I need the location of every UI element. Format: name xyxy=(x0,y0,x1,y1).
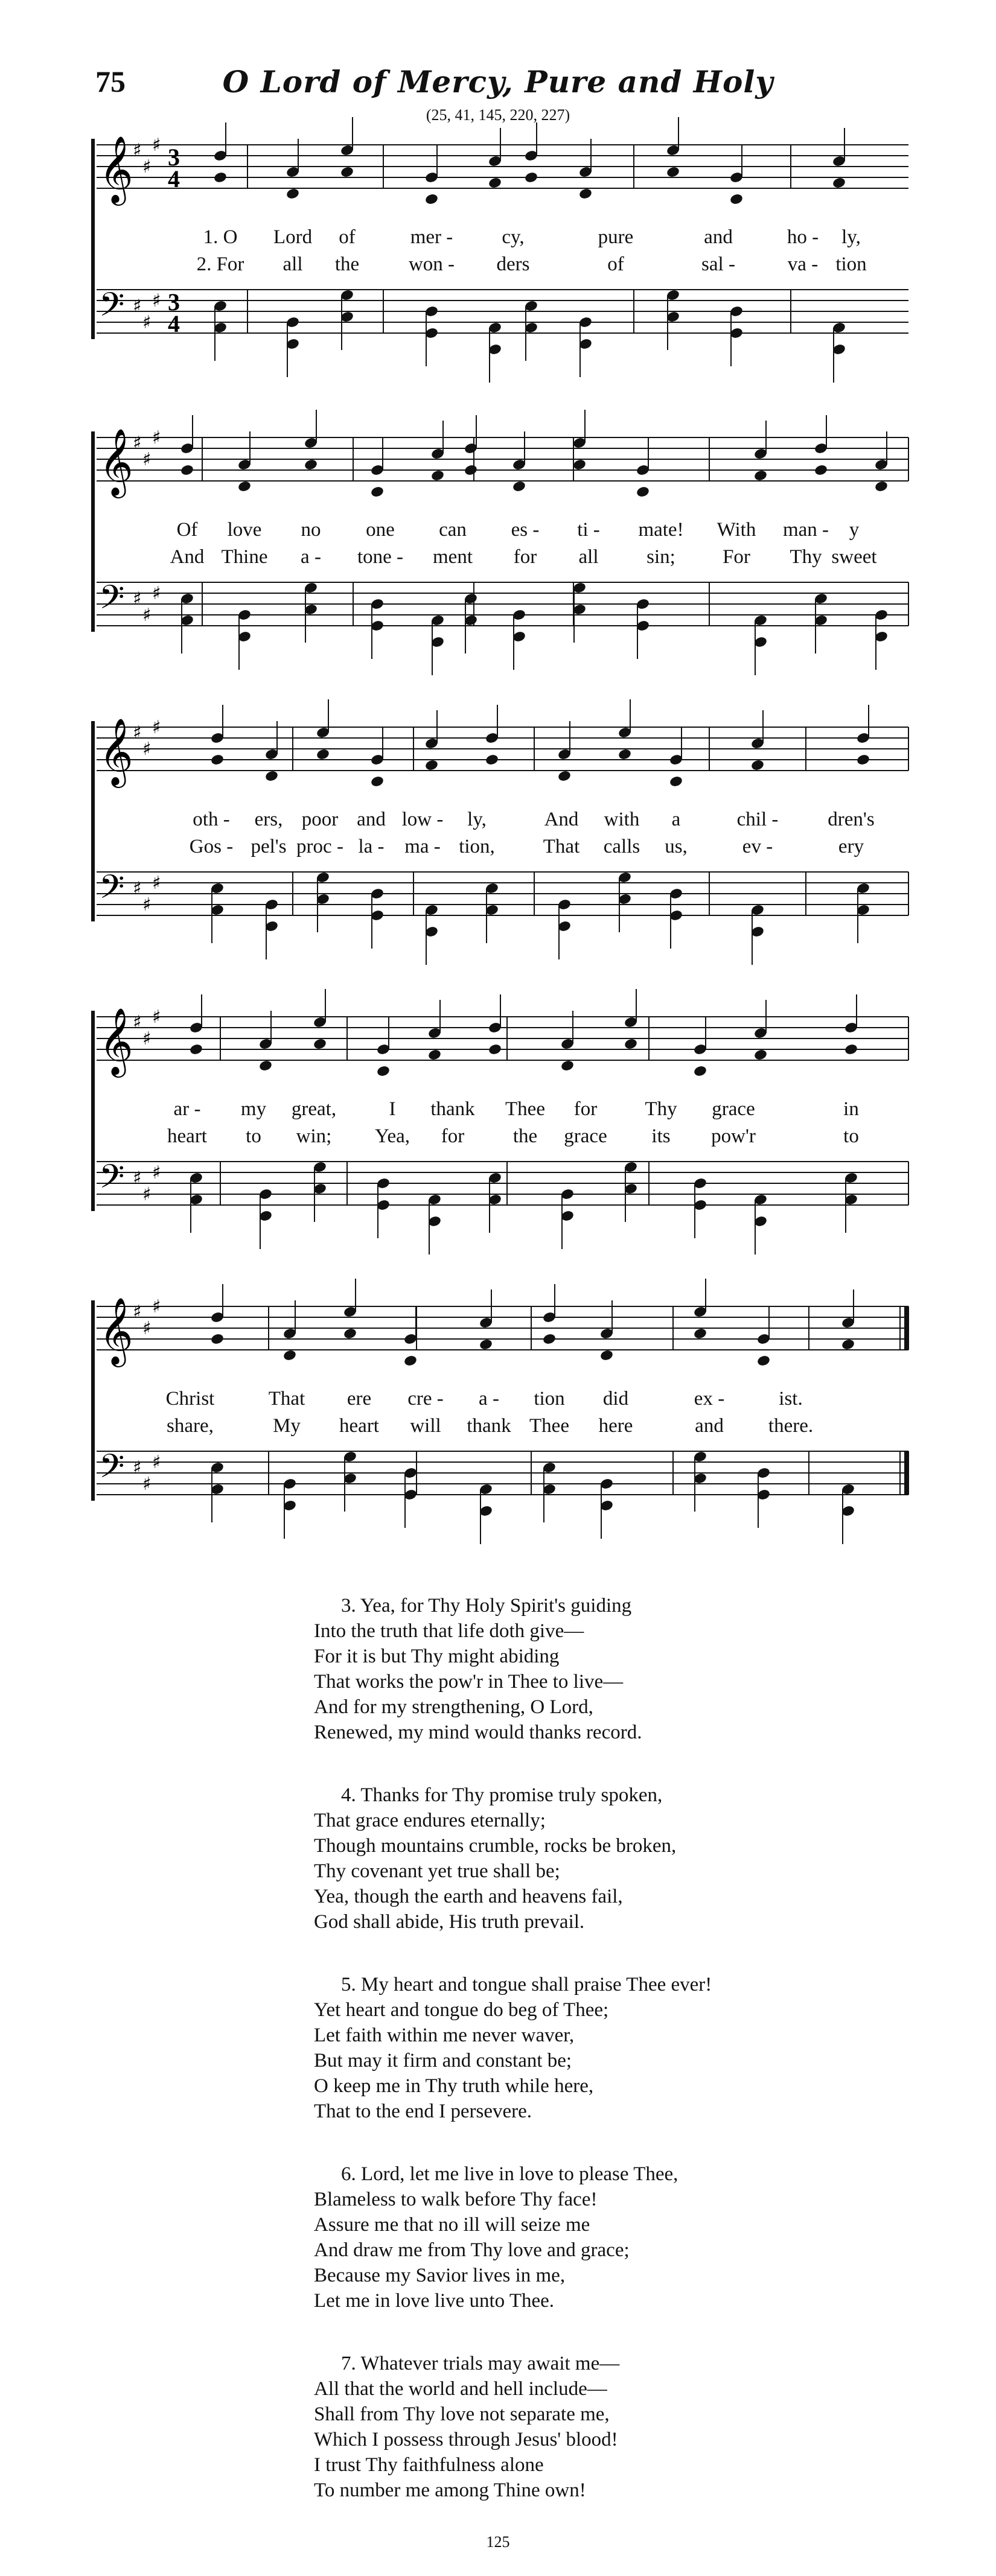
note-head xyxy=(512,480,526,493)
note-head xyxy=(424,193,439,206)
lyric-line-verse-1 xyxy=(97,519,908,543)
sharp-icon: ♯ xyxy=(142,312,152,333)
lyric-syllable: won - xyxy=(408,253,455,275)
lyric-syllable: love xyxy=(227,519,262,541)
lyric-line-verse-2 xyxy=(97,836,908,860)
lyric-syllable: la - xyxy=(358,836,385,857)
sharp-icon: ♯ xyxy=(142,1318,152,1339)
note-head xyxy=(210,754,225,766)
lyric-line-verse-2 xyxy=(97,1125,908,1150)
additional-stanzas xyxy=(314,1593,857,2540)
stanza-line: 4. Thanks for Thy promise truly spoken, xyxy=(341,1784,663,1806)
lyric-syllable: ly, xyxy=(467,809,487,830)
bass-clef-icon: 𝄢 xyxy=(99,868,125,914)
lyric-syllable: for xyxy=(441,1125,465,1147)
stanza-line: 7. Whatever trials may await me— xyxy=(341,2353,620,2374)
lyric-syllable: heart xyxy=(167,1125,207,1147)
sharp-icon: ♯ xyxy=(142,449,152,470)
lyric-syllable: here xyxy=(598,1415,633,1437)
lyric-syllable: win; xyxy=(296,1125,332,1147)
stanza-line: Assure me that no ill will seize me xyxy=(314,2214,590,2236)
lyric-syllable: With xyxy=(717,519,756,541)
stanza-line: That to the end I persevere. xyxy=(314,2101,532,2122)
sharp-icon: ♯ xyxy=(142,1474,152,1495)
note-head xyxy=(693,1328,707,1340)
lyric-syllable: one xyxy=(366,519,395,541)
lyric-syllable: proc - xyxy=(296,836,343,857)
lyric-syllable: chil - xyxy=(736,809,779,830)
lyric-syllable: and xyxy=(695,1415,724,1437)
lyric-syllable: pel's xyxy=(251,836,287,857)
lyric-syllable: will xyxy=(410,1415,441,1437)
stanza-line: All that the world and hell include— xyxy=(314,2378,607,2400)
sharp-icon: ♯ xyxy=(133,1168,142,1189)
stanza xyxy=(314,1972,857,2124)
bass-clef-icon: 𝄢 xyxy=(99,285,125,332)
stanza-line: Renewed, my mind would thanks record. xyxy=(314,1722,642,1743)
note-head xyxy=(844,1043,858,1056)
lyric-syllable: Christ xyxy=(165,1388,215,1410)
note-head xyxy=(856,754,870,766)
note-head xyxy=(572,459,587,471)
stanza-line: 3. Yea, for Thy Holy Spirit's guiding xyxy=(341,1595,632,1617)
bass-clef-icon: 𝄢 xyxy=(99,578,125,625)
stanza-line: Though mountains crumble, rocks be broken, xyxy=(314,1835,677,1857)
sharp-icon: ♯ xyxy=(152,583,161,604)
note-head xyxy=(340,166,354,179)
lyric-syllable: poor xyxy=(301,809,339,830)
note-head xyxy=(841,1338,855,1351)
note-head xyxy=(750,759,765,772)
lyric-syllable: sweet xyxy=(831,546,877,568)
lyric-syllable: I xyxy=(389,1098,396,1120)
note-head xyxy=(729,193,744,206)
lyric-syllable: That xyxy=(543,836,580,857)
lyric-syllable: thank xyxy=(430,1098,475,1120)
lyric-line-verse-2 xyxy=(97,1415,908,1439)
lyric-syllable: ly, xyxy=(841,226,861,248)
note-head xyxy=(479,1338,493,1351)
lyric-syllable: Thy xyxy=(790,546,822,568)
lyric-syllable: ev - xyxy=(742,836,773,857)
lyric-syllable: va - xyxy=(787,253,819,275)
lyric-syllable: mate! xyxy=(638,519,684,541)
sharp-icon: ♯ xyxy=(133,296,142,317)
lyric-syllable: grace xyxy=(564,1125,607,1147)
note-head xyxy=(343,1328,357,1340)
note-head xyxy=(618,748,632,761)
note-head xyxy=(189,1043,203,1056)
note-head xyxy=(753,1049,768,1061)
lyric-syllable: tion, xyxy=(459,836,495,857)
sharp-icon: ♯ xyxy=(142,739,152,760)
lyric-syllable: a - xyxy=(479,1388,499,1410)
lyric-syllable: a xyxy=(671,809,681,830)
lyric-syllable: all xyxy=(283,253,303,275)
stanza-line: That works the pow'r in Thee to live— xyxy=(314,1671,624,1693)
sharp-icon: ♯ xyxy=(152,1452,161,1473)
lyric-syllable: and xyxy=(357,809,386,830)
note-head xyxy=(264,770,279,783)
sharp-icon: ♯ xyxy=(133,1302,142,1323)
lyric-syllable: Thy xyxy=(645,1098,677,1120)
lyric-syllable: calls xyxy=(603,836,640,857)
stanza-line: 5. My heart and tongue shall praise Thee ever! xyxy=(341,1974,712,1996)
lyric-syllable: tone - xyxy=(357,546,404,568)
lyric-syllable: the xyxy=(334,253,360,275)
lyric-syllable: 1. O xyxy=(203,226,238,248)
lyric-syllable: there. xyxy=(768,1415,814,1437)
treble-clef-icon: 𝄞 xyxy=(99,717,133,785)
lyric-syllable: share, xyxy=(167,1415,214,1437)
sharp-icon: ♯ xyxy=(133,1012,142,1033)
stanza-line: That grace endures eternally; xyxy=(314,1810,546,1831)
note-head xyxy=(424,759,439,772)
note-head xyxy=(427,1049,442,1061)
lyric-syllable: ers, xyxy=(254,809,283,830)
note-head xyxy=(693,1065,707,1078)
stanza-line: Into the truth that life doth give— xyxy=(314,1620,584,1642)
time-signature-top: 3 xyxy=(168,144,180,171)
lyric-syllable: And xyxy=(544,809,579,830)
lyric-syllable: grace xyxy=(712,1098,755,1120)
lyric-syllable: and xyxy=(704,226,733,248)
lyric-syllable: did xyxy=(602,1388,629,1410)
stanza-line: And for my strengthening, O Lord, xyxy=(314,1696,593,1718)
lyric-syllable: of xyxy=(339,226,356,248)
lyric-syllable: Gos - xyxy=(189,836,234,857)
treble-clef-icon: 𝄞 xyxy=(99,428,133,495)
sharp-icon: ♯ xyxy=(142,1184,152,1205)
lyric-line-verse-1 xyxy=(97,809,908,833)
lyric-syllable: us, xyxy=(665,836,688,857)
stanza-line: Let faith within me never waver, xyxy=(314,2024,575,2046)
bass-clef-icon: 𝄢 xyxy=(99,1157,125,1204)
note-head xyxy=(286,188,300,200)
time-signature-bottom: 4 xyxy=(168,310,180,337)
lyric-syllable: low - xyxy=(401,809,444,830)
note-head xyxy=(403,1355,418,1367)
sharp-icon: ♯ xyxy=(142,894,152,915)
lyric-syllable: for xyxy=(573,1098,598,1120)
stanza-line: Let me in love live unto Thee. xyxy=(314,2290,555,2312)
note-head xyxy=(370,486,385,498)
note-head xyxy=(832,177,846,189)
hymn-references: (25, 41, 145, 220, 227) xyxy=(426,106,570,124)
lyric-syllable: to xyxy=(246,1125,261,1147)
lyric-syllable: no xyxy=(301,519,321,541)
lyric-syllable: sin; xyxy=(646,546,675,568)
lyric-syllable: sal - xyxy=(701,253,735,275)
note-head xyxy=(557,770,572,783)
stanza-line: But may it firm and constant be; xyxy=(314,2050,572,2072)
note-head xyxy=(542,1333,557,1346)
note-head xyxy=(370,775,385,788)
lyric-line-verse-1 xyxy=(97,1098,908,1122)
stanza xyxy=(314,2161,857,2314)
lyric-syllable: ere xyxy=(346,1388,372,1410)
lyric-syllable: 2. For xyxy=(196,253,244,275)
stanza-line: Because my Savior lives in me, xyxy=(314,2265,566,2286)
sharp-icon: ♯ xyxy=(133,1457,142,1478)
stanza-line: Yet heart and tongue do beg of Thee; xyxy=(314,1999,609,2021)
note-head xyxy=(756,1355,771,1367)
lyric-syllable: pow'r xyxy=(711,1125,756,1147)
lyric-syllable: My xyxy=(273,1415,301,1437)
stanza xyxy=(314,1783,857,1935)
note-head xyxy=(814,464,828,477)
lyric-syllable: of xyxy=(607,253,624,275)
sharp-icon: ♯ xyxy=(133,433,142,454)
lyric-line-verse-1 xyxy=(97,226,908,250)
stanza-line: Which I possess through Jesus' blood! xyxy=(314,2429,618,2450)
lyric-syllable: ma - xyxy=(404,836,441,857)
note-head xyxy=(304,459,318,471)
lyric-syllable: in xyxy=(843,1098,859,1120)
lyric-syllable: man - xyxy=(782,519,829,541)
lyric-syllable: with xyxy=(604,809,640,830)
note-head xyxy=(180,464,194,477)
stanza-line: I trust Thy faithfulness alone xyxy=(314,2454,544,2476)
lyric-syllable: ar - xyxy=(173,1098,201,1120)
lyric-syllable: Of xyxy=(176,519,198,541)
lyric-syllable: y xyxy=(849,519,860,541)
note-head xyxy=(485,754,499,766)
stanza-line: For it is but Thy might abiding xyxy=(314,1646,560,1667)
sharp-icon: ♯ xyxy=(152,1296,161,1317)
lyric-syllable: Thine xyxy=(221,546,268,568)
lyric-syllable: For xyxy=(723,546,750,568)
stanza xyxy=(314,2351,857,2503)
lyric-syllable: Thee xyxy=(529,1415,569,1437)
treble-clef-icon: 𝄞 xyxy=(99,1297,133,1364)
note-head xyxy=(313,1038,327,1051)
note-head xyxy=(753,469,768,482)
lyric-syllable: heart xyxy=(339,1415,379,1437)
lyric-syllable: for xyxy=(513,546,537,568)
lyric-syllable: all xyxy=(578,546,599,568)
sharp-icon: ♯ xyxy=(152,135,161,156)
stanza-line: To number me among Thine own! xyxy=(314,2479,586,2501)
lyric-syllable: ery xyxy=(838,836,864,857)
note-head xyxy=(488,1043,502,1056)
sharp-icon: ♯ xyxy=(152,717,161,738)
lyric-line-verse-2 xyxy=(97,546,908,570)
lyric-syllable: its xyxy=(651,1125,671,1147)
lyric-syllable: ders xyxy=(496,253,530,275)
stanza-line: God shall abide, His truth prevail. xyxy=(314,1911,585,1933)
note-head xyxy=(258,1060,273,1072)
stanza-line: Shall from Thy love not separate me, xyxy=(314,2403,610,2425)
time-signature-bottom: 4 xyxy=(168,165,180,192)
note-head xyxy=(213,171,228,184)
lyric-syllable: And xyxy=(170,546,205,568)
lyric-line-verse-2 xyxy=(97,253,908,278)
lyric-syllable: That xyxy=(268,1388,305,1410)
time-signature-top: 3 xyxy=(168,288,180,316)
sharp-icon: ♯ xyxy=(152,427,161,448)
note-head xyxy=(488,177,502,189)
lyric-syllable: dren's xyxy=(828,809,875,830)
note-head xyxy=(316,748,330,761)
note-head xyxy=(666,166,680,179)
sharp-icon: ♯ xyxy=(142,605,152,626)
note-head xyxy=(874,480,889,493)
lyric-syllable: a - xyxy=(301,546,321,568)
note-head xyxy=(210,1333,225,1346)
lyric-syllable: ist. xyxy=(779,1388,803,1410)
lyric-syllable: can xyxy=(439,519,467,541)
sharp-icon: ♯ xyxy=(152,1162,161,1183)
lyric-syllable: ti - xyxy=(577,519,600,541)
lyric-syllable: pure xyxy=(598,226,634,248)
note-head xyxy=(376,1065,391,1078)
lyric-syllable: ex - xyxy=(694,1388,725,1410)
note-head xyxy=(624,1038,638,1051)
stanza-line: Blameless to walk before Thy face! xyxy=(314,2189,598,2210)
stanza-line: 6. Lord, let me live in love to please Thee, xyxy=(341,2163,678,2185)
note-head xyxy=(599,1349,614,1362)
page-number: 125 xyxy=(486,2533,510,2551)
bass-clef-icon: 𝄢 xyxy=(99,1447,125,1493)
lyric-syllable: great, xyxy=(291,1098,337,1120)
lyric-syllable: Yea, xyxy=(374,1125,410,1147)
lyric-syllable: ment xyxy=(433,546,473,568)
sharp-icon: ♯ xyxy=(152,1007,161,1028)
lyric-syllable: tion xyxy=(835,253,867,275)
lyric-syllable: oth - xyxy=(193,809,230,830)
note-head xyxy=(524,171,538,184)
sharp-icon: ♯ xyxy=(133,722,142,743)
lyric-syllable: the xyxy=(512,1125,538,1147)
note-head xyxy=(237,480,252,493)
sharp-icon: ♯ xyxy=(133,878,142,899)
lyric-syllable: tion xyxy=(534,1388,565,1410)
sharp-icon: ♯ xyxy=(142,1028,152,1049)
lyric-syllable: Thee xyxy=(505,1098,545,1120)
stanza-line: O keep me in Thy truth while here, xyxy=(314,2075,594,2097)
stanza-line: Yea, though the earth and heavens fail, xyxy=(314,1886,623,1907)
lyric-syllable: Lord xyxy=(273,226,313,248)
treble-clef-icon: 𝄞 xyxy=(99,135,133,203)
lyric-syllable: cre - xyxy=(407,1388,444,1410)
note-head xyxy=(430,469,445,482)
stanza xyxy=(314,1593,857,1745)
note-head xyxy=(636,486,650,498)
lyric-line-verse-1 xyxy=(97,1388,908,1412)
lyric-syllable: es - xyxy=(511,519,540,541)
lyric-syllable: to xyxy=(843,1125,859,1147)
treble-clef-icon: 𝄞 xyxy=(99,1007,133,1075)
lyric-syllable: thank xyxy=(467,1415,511,1437)
lyric-syllable: ho - xyxy=(787,226,819,248)
note-head xyxy=(283,1349,297,1362)
sharp-icon: ♯ xyxy=(142,156,152,177)
sharp-icon: ♯ xyxy=(152,873,161,894)
note-head xyxy=(669,775,683,788)
lyric-syllable: my xyxy=(240,1098,267,1120)
stanza-line: And draw me from Thy love and grace; xyxy=(314,2239,630,2261)
sharp-icon: ♯ xyxy=(133,588,142,609)
lyric-syllable: mer - xyxy=(410,226,453,248)
hymn-title: O Lord of Mercy, Pure and Holy xyxy=(222,64,774,100)
stanza-line: Thy covenant yet true shall be; xyxy=(314,1860,560,1882)
note-head xyxy=(464,464,478,477)
sharp-icon: ♯ xyxy=(152,290,161,311)
sharp-icon: ♯ xyxy=(133,140,142,161)
lyric-syllable: cy, xyxy=(502,226,525,248)
hymn-number: 75 xyxy=(95,65,126,98)
note-head xyxy=(560,1060,575,1072)
note-head xyxy=(578,188,593,200)
